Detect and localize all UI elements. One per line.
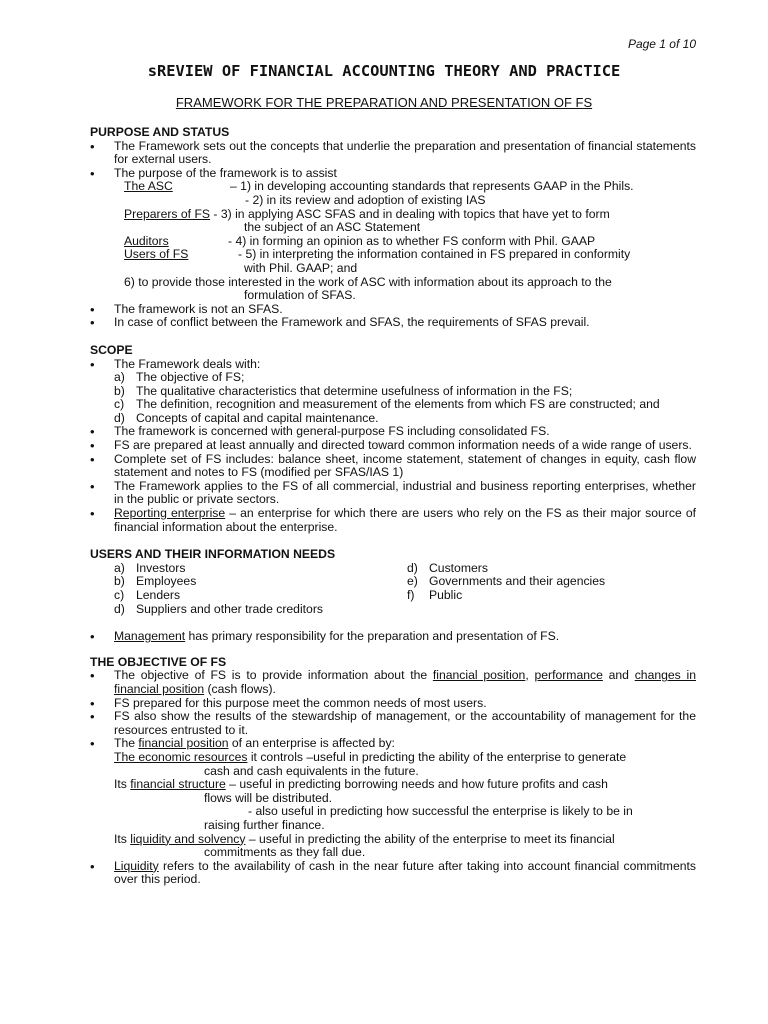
list-text: Concepts of capital and capital maintenance. xyxy=(136,410,379,425)
term-financial-structure: financial structure xyxy=(130,777,226,792)
list-letter: b) xyxy=(114,574,125,589)
bullet-text: The framework is not an SFAS. xyxy=(114,301,283,316)
bullet-text: – an enterprise for which there are users who rely on the FS as their major source of financial information about the enterprise. xyxy=(114,506,696,534)
bullet-item xyxy=(90,453,696,480)
bullet-item xyxy=(90,425,696,439)
assist-text-line: formulation of SFAS. xyxy=(244,288,356,303)
users-list xyxy=(90,562,696,616)
bullet-item xyxy=(90,697,696,711)
list-text: Suppliers and other trade creditors xyxy=(136,601,323,616)
bullet-text: , xyxy=(525,668,535,683)
assist-row-users xyxy=(90,248,696,262)
bullet-text: The framework is concerned with general-purpose FS including consolidated FS. xyxy=(114,424,550,439)
paragraph-text-line: raising further finance. xyxy=(204,817,325,832)
bullet-text: The Framework sets out the concepts that underlie the preparation and presentation of financial statements for external users. xyxy=(114,138,696,167)
bullet-text: (cash flows). xyxy=(204,681,276,696)
list-item xyxy=(407,589,696,603)
users-list-left xyxy=(114,562,407,616)
assist-text: - 3) in applying ASC SFAS and in dealing with topics that have yet to form xyxy=(210,206,610,221)
assist-label-auditors: Auditors xyxy=(124,233,169,248)
sub-paragraph-financial-structure xyxy=(90,778,696,792)
bullet-item xyxy=(90,358,696,372)
bullet-text: of an enterprise is affected by: xyxy=(228,736,395,751)
list-letter: a) xyxy=(114,560,125,575)
term-financial-position: financial position xyxy=(138,736,229,751)
term-performance: performance xyxy=(534,668,603,683)
list-letter: b) xyxy=(114,383,125,398)
assist-text: – 1) in developing accounting standards that represents GAAP in the Phils. xyxy=(230,179,634,194)
list-item xyxy=(114,562,407,576)
list-item xyxy=(407,575,696,589)
section-heading-users: USERS AND THEIR INFORMATION NEEDS xyxy=(90,547,336,562)
bullet-item xyxy=(90,669,696,696)
bullet-text: The xyxy=(114,736,139,751)
list-text: The qualitative characteristics that determine usefulness of information in the FS; xyxy=(136,383,573,398)
paragraph-text-line: cash and cash equivalents in the future. xyxy=(204,763,419,778)
list-item xyxy=(407,562,696,576)
list-item xyxy=(90,371,696,385)
bullet-item xyxy=(90,737,696,751)
sub-paragraph-liquidity-solvency xyxy=(90,833,696,847)
assist-text-line: - 2) in its review and adoption of existing IAS xyxy=(245,192,486,207)
assist-text-line: with Phil. GAAP; and xyxy=(244,260,358,275)
list-text: Lenders xyxy=(136,588,181,602)
term-changes-in-financial-position: changes in financial position xyxy=(114,668,697,696)
bullet-text: The purpose of the framework is to assist xyxy=(114,165,337,180)
bullet-text: refers to the availability of cash in the near future after taking into account financial commitments over this period. xyxy=(114,858,696,887)
paragraph-text-line: - also useful in predicting how successful the enterprise is likely to be in xyxy=(248,804,633,819)
bullet-text: In case of conflict between the Framework and SFAS, the requirements of SFAS prevail. xyxy=(114,315,590,330)
assist-label-preparers: Preparers of FS xyxy=(124,206,211,221)
term-reporting-enterprise: Reporting enterprise xyxy=(114,506,226,521)
list-item xyxy=(114,589,407,603)
assist-label-users: Users of FS xyxy=(124,247,189,262)
sub-paragraph-economic-resources xyxy=(90,751,696,765)
bullet-text: has primary responsibility for the preparation and presentation of FS. xyxy=(185,629,560,644)
paragraph-text-line: commitments as they fall due. xyxy=(204,845,366,860)
list-letter: c) xyxy=(114,397,125,412)
section-heading-purpose: PURPOSE AND STATUS xyxy=(90,125,230,139)
bullet-item xyxy=(90,710,696,737)
page-number: Page 1 of 10 xyxy=(627,37,696,51)
term-economic-resources: The economic resources xyxy=(114,749,248,764)
list-item xyxy=(114,603,407,617)
list-item xyxy=(90,385,696,399)
list-letter: d) xyxy=(407,560,418,575)
document-body xyxy=(90,124,696,887)
list-text: Governments and their agencies xyxy=(429,574,606,589)
bullet-text: FS also show the results of the stewardship of management, or the accountability of management for the resources entrusted to it. xyxy=(114,709,696,737)
bullet-item xyxy=(90,316,696,330)
bullet-item xyxy=(90,439,696,453)
bullet-item xyxy=(90,167,696,181)
list-text: Customers xyxy=(429,560,488,575)
paragraph-text: Its xyxy=(114,831,131,846)
list-letter: d) xyxy=(114,601,125,616)
bullet-text: FS prepared for this purpose meet the common needs of most users. xyxy=(114,695,487,710)
bullet-item xyxy=(90,630,696,644)
list-text: The definition, recognition and measurement of the elements from which FS are constructed; and xyxy=(136,397,660,412)
list-item xyxy=(114,575,407,589)
list-text: Public xyxy=(429,588,463,602)
document-title: sREVIEW OF FINANCIAL ACCOUNTING THEORY AND PRACTICE xyxy=(147,62,621,80)
assist-row-asc xyxy=(90,180,696,194)
assist-text-line: the subject of an ASC Statement xyxy=(244,220,421,235)
bullet-item xyxy=(90,303,696,317)
assist-label-asc: The ASC xyxy=(124,179,173,194)
term-liquidity-and-solvency: liquidity and solvency xyxy=(130,831,246,846)
list-letter: d) xyxy=(114,410,125,425)
assist-row-preparers xyxy=(90,208,696,222)
section-heading-objective: THE OBJECTIVE OF FS xyxy=(90,654,227,669)
list-text: Employees xyxy=(136,574,197,589)
paragraph-text-line: flows will be distributed. xyxy=(204,790,333,805)
bullet-text: and xyxy=(602,668,635,683)
assist-text-line: 6) to provide those interested in the work of ASC with information about its approach to the xyxy=(124,274,612,289)
paragraph-text: – useful in predicting the ability of the enterprise to meet its financial xyxy=(245,831,615,846)
bullet-text: Complete set of FS includes: balance sheet, income statement, statement of changes in equity, cash flow statement and notes to FS (modified per SFAS/IAS 1) xyxy=(114,451,696,480)
list-item xyxy=(90,412,696,426)
term-financial-position: financial position xyxy=(432,668,526,683)
bullet-text: The objective of FS is to provide information about the xyxy=(114,668,433,683)
section-heading-scope: SCOPE xyxy=(90,342,133,357)
term-management: Management xyxy=(114,629,186,644)
bullet-text: The Framework deals with: xyxy=(114,356,261,371)
bullet-item xyxy=(90,860,696,887)
list-item xyxy=(90,398,696,412)
document-subtitle: FRAMEWORK FOR THE PREPARATION AND PRESENTATION OF FS xyxy=(175,95,593,110)
bullet-text: FS are prepared at least annually and directed toward common information needs of a wide range of users. xyxy=(114,438,692,453)
list-text: Investors xyxy=(136,560,186,575)
paragraph-text: Its xyxy=(114,777,131,792)
list-letter: f) xyxy=(407,588,415,602)
list-letter: c) xyxy=(114,588,125,602)
term-liquidity: Liquidity xyxy=(114,858,159,873)
list-letter: e) xyxy=(407,574,418,589)
bullet-item xyxy=(90,480,696,507)
list-letter: a) xyxy=(114,370,125,385)
bullet-item xyxy=(90,140,696,167)
assist-text: - 4) in forming an opinion as to whether FS conform with Phil. GAAP xyxy=(228,233,596,248)
bullet-text: The Framework applies to the FS of all commercial, industrial and business reporting enterprises, whether in the public or private sectors. xyxy=(114,478,696,507)
assist-text: - 5) in interpreting the information contained in FS prepared in conformity xyxy=(238,247,631,262)
list-text: The objective of FS; xyxy=(136,370,245,385)
paragraph-text: it controls –useful in predicting the ability of the enterprise to generate xyxy=(247,749,627,764)
paragraph-text: – useful in predicting borrowing needs and how future profits and cash xyxy=(225,777,608,792)
assist-row-auditors xyxy=(90,235,696,249)
bullet-item xyxy=(90,507,696,534)
users-list-right xyxy=(407,562,696,616)
